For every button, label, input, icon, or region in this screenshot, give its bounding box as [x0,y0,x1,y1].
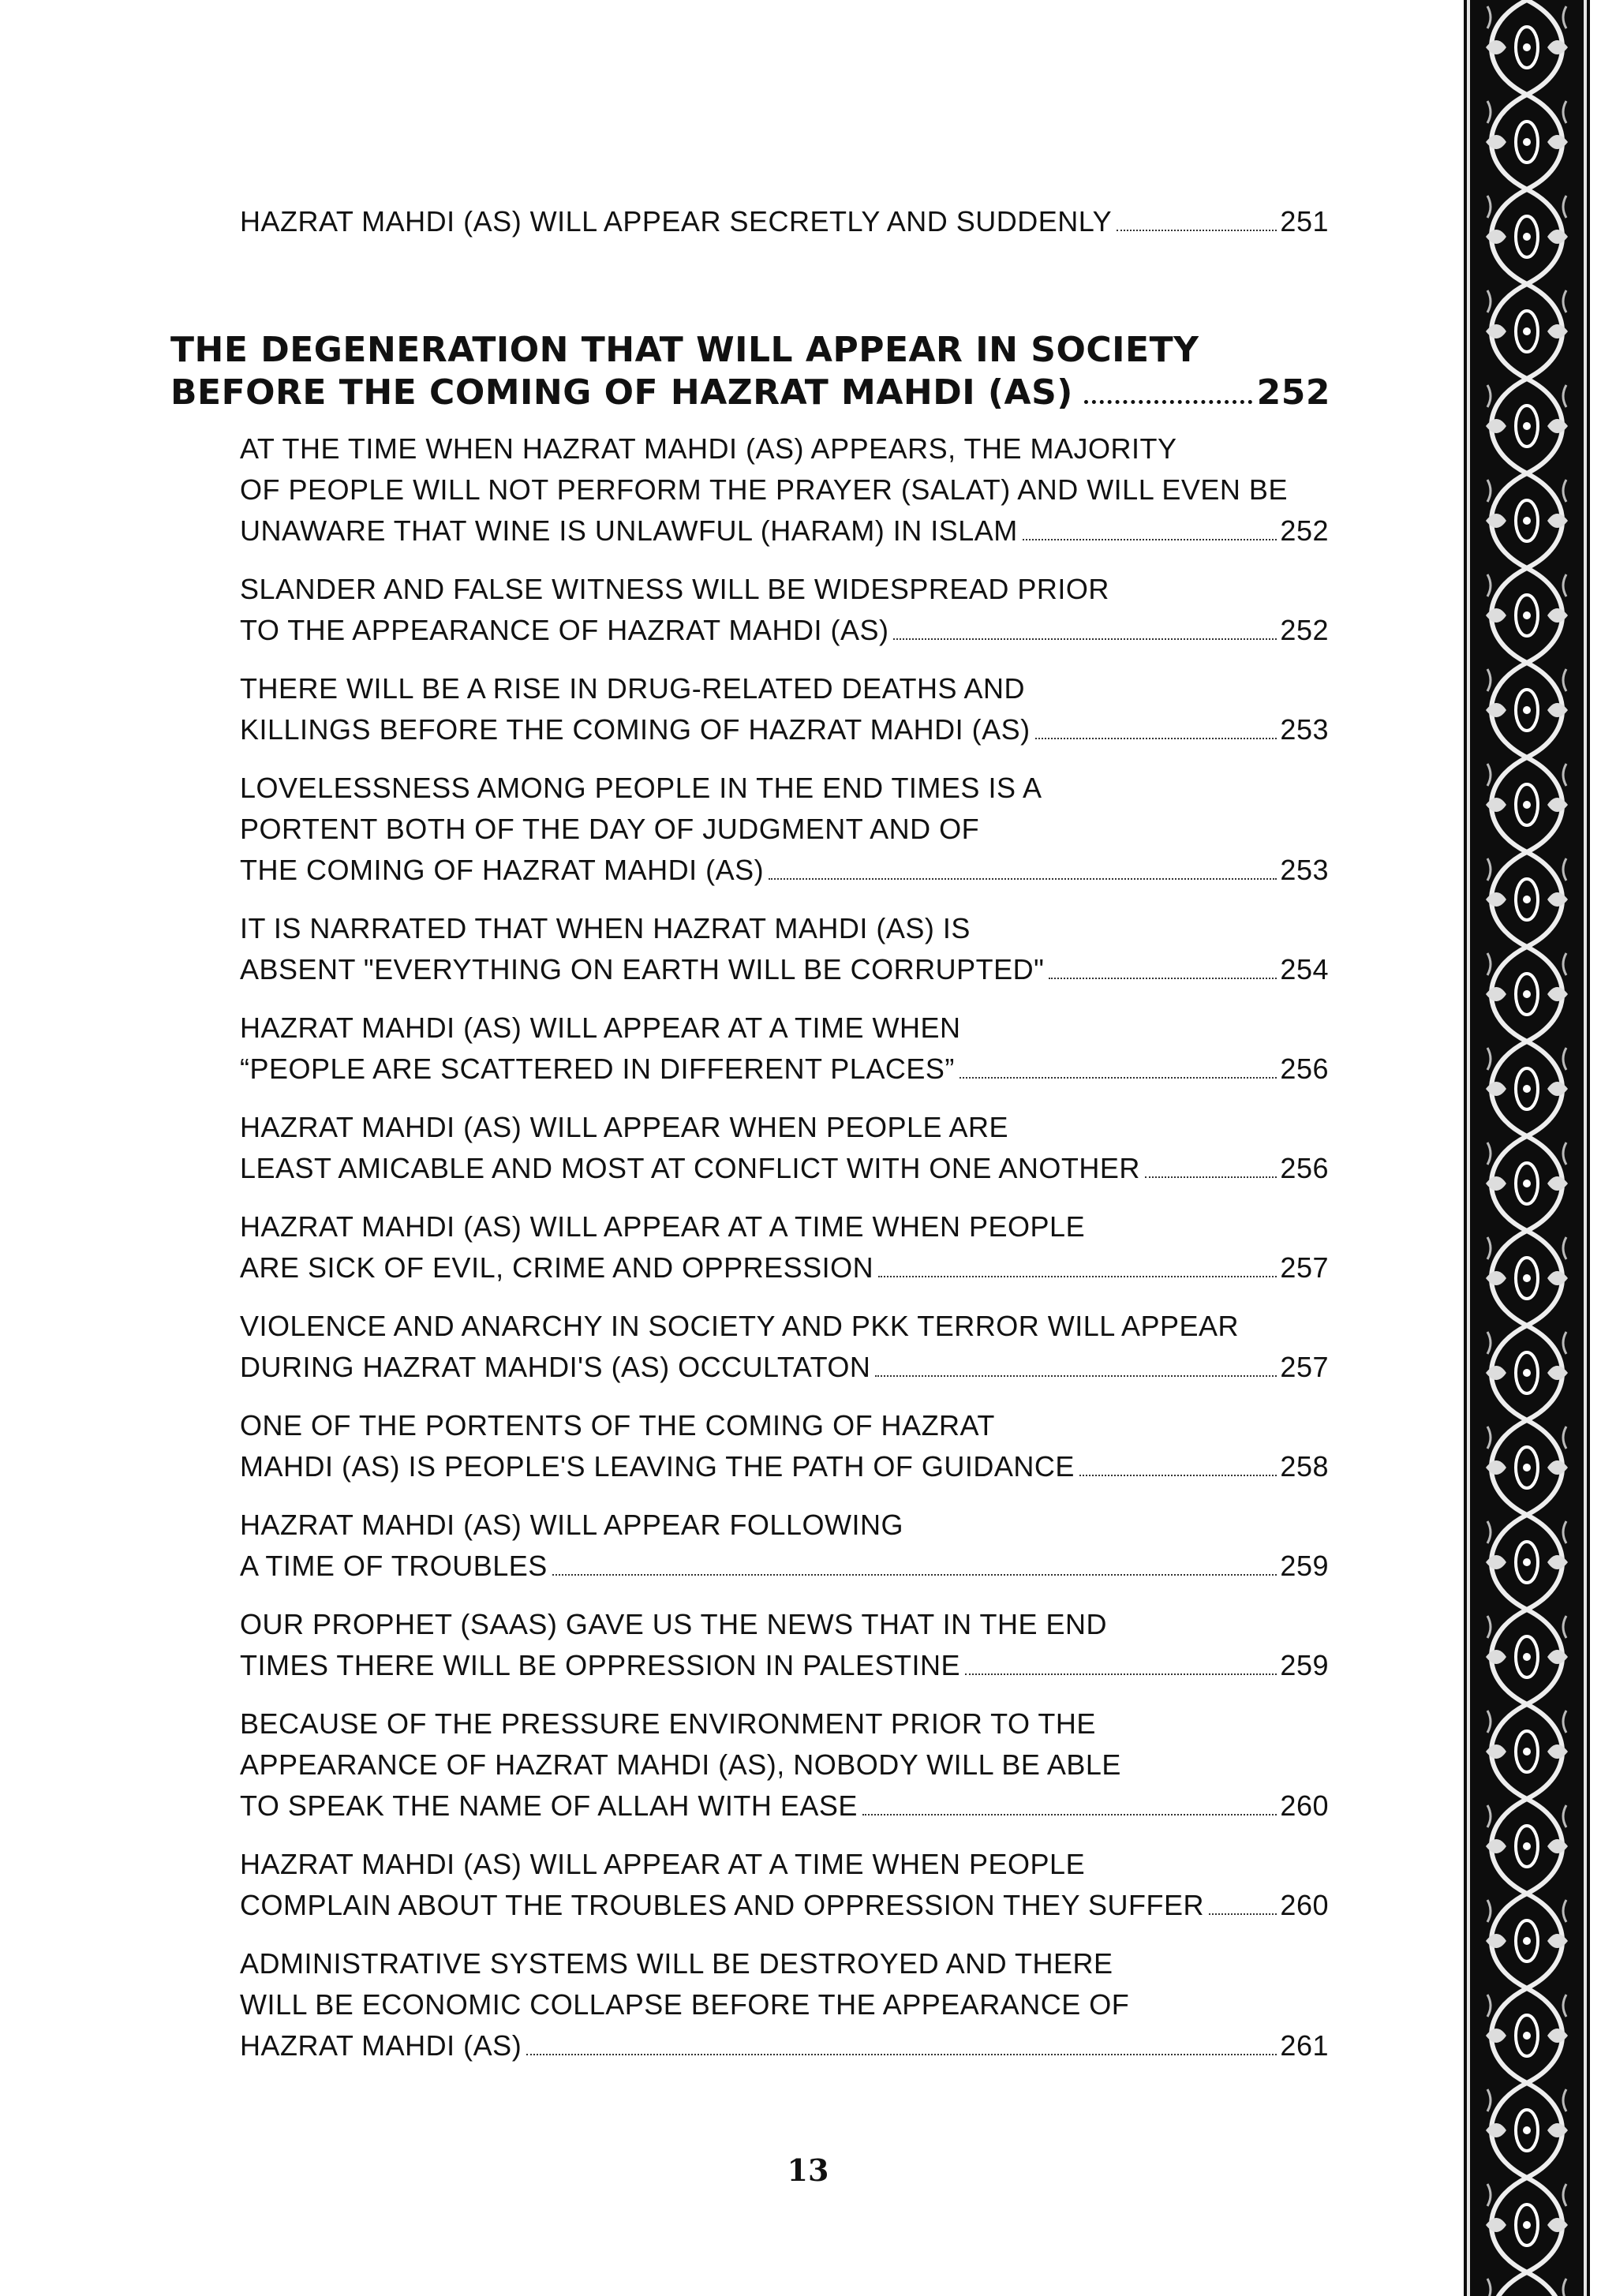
toc-entry-list [170,428,1330,2066]
toc-entry-line: WILL BE ECONOMIC COLLAPSE BEFORE THE APPEARANCE OF [240,1988,1130,2021]
toc-entry[interactable] [240,1306,1329,1388]
toc-page-number: 259 [1280,1649,1329,1681]
toc-entry[interactable] [240,1844,1329,1926]
toc-entry-line: THE COMING OF HAZRAT MAHDI (AS) [240,854,765,886]
dot-leader [1049,978,1277,979]
dot-leader [1117,230,1277,231]
dot-leader [893,638,1277,640]
toc-page-number: 259 [1280,1550,1329,1582]
toc-entry-line: HAZRAT MAHDI (AS) WILL APPEAR AT A TIME WHEN PEOPLE [240,1210,1086,1243]
toc-entry-line: ABSENT "EVERYTHING ON EARTH WILL BE CORRUPTED" [240,953,1045,985]
table-of-contents [170,201,1330,2084]
toc-entry[interactable] [240,1505,1329,1587]
toc-entry[interactable] [240,428,1329,552]
toc-entry[interactable] [240,1107,1329,1189]
toc-entry[interactable] [240,569,1329,651]
toc-entry-line: TO THE APPEARANCE OF HAZRAT MAHDI (AS) [240,614,889,646]
toc-entry-line: TIMES THERE WILL BE OPPRESSION IN PALESTINE [240,1649,961,1681]
toc-entry-line: ADMINISTRATIVE SYSTEMS WILL BE DESTROYED AND THERE [240,1947,1113,1980]
toc-page-number: 256 [1280,1053,1329,1085]
toc-entry-line: COMPLAIN ABOUT THE TROUBLES AND OPPRESSION THEY SUFFER [240,1889,1204,1921]
toc-page-number: 258 [1280,1450,1329,1483]
dot-leader [862,1814,1277,1815]
dot-leader [1084,400,1252,404]
toc-entry-line: “PEOPLE ARE SCATTERED IN DIFFERENT PLACES” [240,1053,955,1085]
toc-entry-first[interactable] [240,201,1329,242]
toc-entry-line: HAZRAT MAHDI (AS) WILL APPEAR AT A TIME WHEN [240,1012,961,1044]
toc-entry-line: BECAUSE OF THE PRESSURE ENVIRONMENT PRIOR TO THE [240,1707,1096,1740]
dot-leader [1079,1475,1277,1476]
section-page-number: 252 [1256,372,1330,413]
toc-entry-line: OUR PROPHET (SAAS) GAVE US THE NEWS THAT IN THE END [240,1608,1108,1640]
dot-leader [1209,1913,1277,1915]
ornamental-border-icon [1464,0,1590,2296]
toc-page-number: 257 [1280,1251,1329,1284]
dot-leader [875,1375,1277,1377]
toc-entry-line: LEAST AMICABLE AND MOST AT CONFLICT WITH ONE ANOTHER [240,1152,1140,1184]
section-heading-line: BEFORE THE COMING OF HAZRAT MAHDI (AS) [170,372,1073,413]
toc-page-number: 254 [1280,953,1329,985]
toc-entry-line: APPEARANCE OF HAZRAT MAHDI (AS), NOBODY WILL BE ABLE [240,1748,1121,1781]
toc-entry-line: ONE OF THE PORTENTS OF THE COMING OF HAZRAT [240,1409,995,1442]
toc-entry[interactable] [240,1008,1329,1090]
dot-leader [769,878,1277,880]
toc-page-number: 260 [1280,1789,1329,1822]
dot-leader [1023,539,1277,540]
dot-leader [965,1673,1277,1675]
toc-entry[interactable] [240,908,1329,990]
toc-page-number: 251 [1280,205,1329,237]
toc-page-number: 260 [1280,1889,1329,1921]
toc-entry[interactable] [240,1604,1329,1686]
section-heading-line: THE DEGENERATION THAT WILL APPEAR IN SOCIETY [170,330,1199,370]
toc-entry-line: THERE WILL BE A RISE IN DRUG-RELATED DEATHS AND [240,672,1026,705]
dot-leader [878,1276,1277,1277]
toc-page-number: 257 [1280,1351,1329,1383]
toc-entry[interactable] [240,768,1329,891]
toc-entry[interactable] [240,1943,1329,2066]
dot-leader [960,1077,1277,1079]
toc-entry-line: KILLINGS BEFORE THE COMING OF HAZRAT MAHDI (AS) [240,713,1031,746]
toc-entry-line: UNAWARE THAT WINE IS UNLAWFUL (HARAM) IN ISLAM [240,514,1018,547]
toc-page-number: 256 [1280,1152,1329,1184]
toc-entry-title: HAZRAT MAHDI (AS) WILL APPEAR SECRETLY AND SUDDENLY [240,205,1113,237]
dot-leader [1145,1176,1277,1178]
toc-entry-line: A TIME OF TROUBLES [240,1550,548,1582]
toc-entry-line: HAZRAT MAHDI (AS) WILL APPEAR FOLLOWING [240,1509,903,1541]
toc-entry-line: HAZRAT MAHDI (AS) [240,2029,522,2062]
toc-page-number: 253 [1280,713,1329,746]
toc-entry-line: OF PEOPLE WILL NOT PERFORM THE PRAYER (SALAT) AND WILL EVEN BE [240,473,1288,506]
toc-entry-line: LOVELESSNESS AMONG PEOPLE IN THE END TIMES IS A [240,772,1042,804]
toc-entry-line: AT THE TIME WHEN HAZRAT MAHDI (AS) APPEARS, THE MAJORITY [240,432,1177,465]
toc-entry-line: ARE SICK OF EVIL, CRIME AND OPPRESSION [240,1251,874,1284]
toc-entry[interactable] [240,1206,1329,1288]
toc-entry-line: VIOLENCE AND ANARCHY IN SOCIETY AND PKK TERROR WILL APPEAR [240,1310,1240,1342]
toc-page-number: 252 [1280,614,1329,646]
toc-entry-line: HAZRAT MAHDI (AS) WILL APPEAR AT A TIME WHEN PEOPLE [240,1848,1086,1880]
dot-leader [526,2054,1277,2055]
toc-entry-line: SLANDER AND FALSE WITNESS WILL BE WIDESPREAD PRIOR [240,573,1109,605]
page-number: 13 [787,2152,829,2188]
toc-entry-line: IT IS NARRATED THAT WHEN HAZRAT MAHDI (AS) IS [240,912,971,944]
toc-page-number: 261 [1280,2029,1329,2062]
toc-page-number: 252 [1280,514,1329,547]
dot-leader [1035,738,1277,739]
toc-entry-line: PORTENT BOTH OF THE DAY OF JUDGMENT AND OF [240,813,980,845]
toc-entry-line: MAHDI (AS) IS PEOPLE'S LEAVING THE PATH OF GUIDANCE [240,1450,1075,1483]
dot-leader [552,1574,1277,1576]
section-heading[interactable] [170,329,1330,414]
toc-entry-line: DURING HAZRAT MAHDI'S (AS) OCCULTATON [240,1351,871,1383]
toc-entry-line: TO SPEAK THE NAME OF ALLAH WITH EASE [240,1789,858,1822]
toc-entry-line: HAZRAT MAHDI (AS) WILL APPEAR WHEN PEOPLE ARE [240,1111,1009,1143]
toc-entry[interactable] [240,1405,1329,1487]
toc-page-number: 253 [1280,854,1329,886]
toc-entry[interactable] [240,668,1329,750]
toc-entry[interactable] [240,1703,1329,1827]
